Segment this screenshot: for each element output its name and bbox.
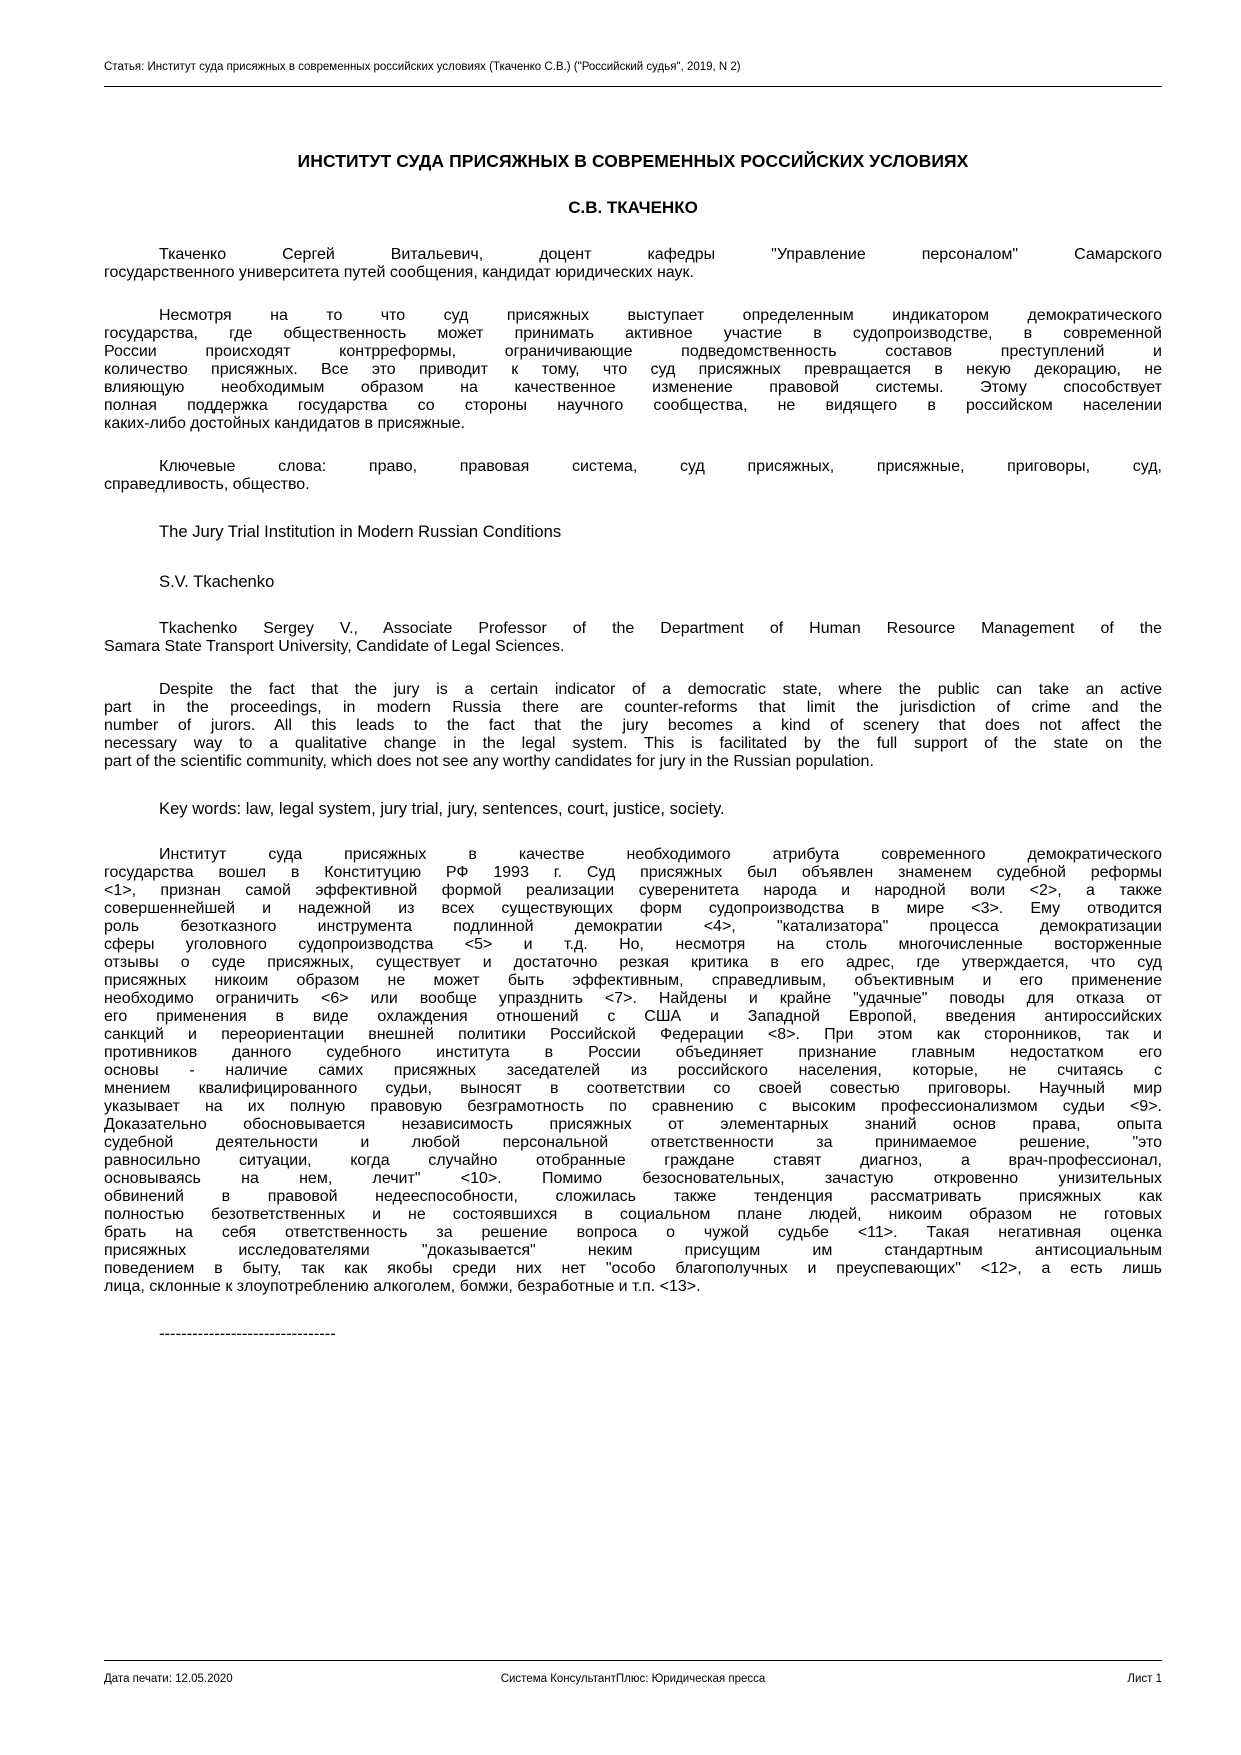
abstract-ru-line: каких-либо достойных кандидатов в присяжные. [104, 415, 466, 432]
body-ru-line: Доказательно обосновывается независимость присяжных от элементарных знаний основ права, опыта [104, 1115, 1162, 1133]
spacer [104, 172, 1162, 197]
abstract-en-line: part in the proceedings, in modern Russia there are counter-reforms that limit the jurisdiction of crime and the [104, 698, 1162, 716]
affiliation-ru-line: Ткаченко Сергей Витальевич, доцент кафедры "Управление персоналом" Самарского [159, 246, 1162, 263]
body-ru-line: поведением в быту, так как якобы среди них нет "особо благополучных и преуспевающих" <12>, а есть лишь [104, 1259, 1162, 1277]
body-ru-line: брать на себя ответственность за решение вопроса о чужой судьбе <11>. Такая негативная оценка [104, 1223, 1162, 1241]
affiliation-en [104, 620, 1162, 656]
footer-page-number: Лист 1 [1127, 1673, 1162, 1685]
abstract-ru-line: количество присяжных. Все это приводит к тому, что суд присяжных превращается в некую декорацию, не [104, 361, 1162, 378]
spacer [104, 494, 1162, 519]
keywords-ru-line: Ключевые слова: право, правовая система, суд присяжных, присяжные, приговоры, суд, [159, 458, 1162, 475]
body-ru-line: противников данного судебного института в России объединяет признание главным недостатком его [104, 1043, 1162, 1061]
body-ru-line: необходимо ограничить <6> или вообще упразднить <7>. Найдены и крайне "удачные" поводы для отказа от [104, 989, 1162, 1007]
abstract-en-line: part of the scientific community, which does not see any worthy candidates for jury in the Russian population. [104, 752, 874, 770]
abstract-ru-line: полная поддержка государства со стороны научного сообщества, не видящего в российском населении [104, 397, 1162, 414]
affiliation-ru [104, 246, 1162, 282]
keywords-ru [104, 458, 1162, 494]
body-ru-line: присяжных никоим образом не может быть эффективным, справедливым, объективным и его применение [104, 971, 1162, 989]
author-en-block [104, 569, 1162, 594]
page-footer [104, 1672, 1162, 1687]
abstract-ru-line: Несмотря на то что суд присяжных выступает определенным индикатором демократического [159, 307, 1162, 324]
body-ru-line: государства вошел в Конституцию РФ 1993 г. Суд присяжных был объявлен знаменем судебной реформы [104, 863, 1162, 881]
keywords-en-line: Key words: law, legal system, jury trial, jury, sentences, court, justice, society. [159, 798, 725, 818]
body-ru-line: равносильно ситуации, когда случайно отобранные граждане ставят диагноз, а врач-профессионал, [104, 1151, 1162, 1169]
spacer [104, 282, 1162, 307]
spacer [104, 1296, 1162, 1321]
running-header [104, 60, 1162, 74]
keywords-ru-line: справедливость, общество. [104, 476, 310, 493]
body-ru-line: мнением квалифицированного судьи, выносят в соответствии со своей совестью приговоры. Научный мир [104, 1079, 1162, 1097]
abstract-ru-line: России происходят контрреформы, ограничивающие подведомственность составов преступлений и [104, 343, 1162, 360]
affiliation-en-line: Tkachenko Sergey V., Associate Professor of the Department of Human Resource Management of the [159, 619, 1162, 637]
abstract-en-line: Despite the fact that the jury is a certain indicator of a democratic state, where the public can take an active [159, 680, 1162, 698]
spacer [104, 656, 1162, 681]
body-ru-line: полностью безответственных и не состоявшихся в социальном плане людей, никоим образом не готовых [104, 1205, 1162, 1223]
body-ru-line: роль безотказного инструмента подлинной демократии <4>, "катализатора" процесса демократизации [104, 917, 1162, 935]
abstract-ru-line: государства, где общественность может принимать активное участие в судопроизводстве, в современной [104, 325, 1162, 342]
abstract-en [104, 681, 1162, 771]
abstract-en-line: necessary way to a qualitative change in the legal system. This is facilitated by the full support of the state on the [104, 734, 1162, 752]
spacer [104, 821, 1162, 846]
keywords-en [104, 796, 1162, 821]
body-ru-line: лица, склонные к злоупотреблению алкоголем, бомжи, безработные и т.п. <13>. [104, 1277, 701, 1295]
body-ru-line: его применения в виде охлаждения отношений с США и Западной Европой, введения антироссийских [104, 1007, 1162, 1025]
running-header-text: Статья: Институт суда присяжных в современных российских условиях (Ткаченко С.В.) ("Российский судья", 2019, N 2) [104, 61, 741, 73]
body-ru-line: <1>, признан самой эффективной формой реализации суверенитета народа и народной воли <2>, а также [104, 881, 1162, 899]
abstract-ru-line: влияющую необходимым образом на качественное изменение правовой системы. Этому способствует [104, 379, 1162, 396]
spacer [104, 219, 1162, 246]
title-en-block [104, 519, 1162, 544]
spacer [104, 544, 1162, 569]
body-ru-line: отзывы о суде присяжных, существует и достаточно резкая критика в его адрес, где утверждается, что суд [104, 953, 1162, 971]
body-ru [104, 846, 1162, 1296]
body-ru-line: основываясь на нем, лечит" <10>. Помимо безосновательных, зачастую откровенно унизительных [104, 1169, 1162, 1187]
spacer [104, 771, 1162, 796]
body-ru-line: санкций и переориентации внешней политики Российской Федерации <8>. При этом как сторонников, так и [104, 1025, 1162, 1043]
affiliation-ru-line: государственного университета путей сообщения, кандидат юридических наук. [104, 264, 694, 281]
spacer [104, 433, 1162, 458]
author-name: С.В. ТКАЧЕНКО [568, 198, 698, 217]
abstract-ru [104, 307, 1162, 433]
body-ru-line: указывает на их полную правовую безграмотность по сравнению с высоким профессионализмом судьи <9>. [104, 1097, 1162, 1115]
body-ru-line: совершеннейшей и надежной из всех существующих форм судопроизводства в мире <3>. Ему отводится [104, 899, 1162, 917]
title-en: The Jury Trial Institution in Modern Russian Conditions [159, 522, 562, 541]
body-ru-line: сферы уголовного судопроизводства <5> и т.д. Но, несмотря на столь многочисленные восторженные [104, 935, 1162, 953]
body-ru-line: обвинений в правовой недееспособности, сложилась также тенденция рассматривать присяжных как [104, 1187, 1162, 1205]
footer-print-date: Дата печати: 12.05.2020 [104, 1673, 233, 1685]
page-title: ИНСТИТУТ СУДА ПРИСЯЖНЫХ В СОВРЕМЕННЫХ РОССИЙСКИХ УСЛОВИЯХ [297, 151, 969, 171]
document-body [104, 150, 1162, 1346]
abstract-en-line: number of jurors. All this leads to the fact that the jury becomes a kind of scenery that does not affect the [104, 716, 1162, 734]
footnote-separator: -------------------------------- [159, 1323, 336, 1343]
author-en: S.V. Tkachenko [159, 572, 275, 592]
body-ru-line: присяжных исследователями "доказывается" неким присущим им стандартным антисоциальным [104, 1241, 1162, 1259]
affiliation-en-line: Samara State Transport University, Candidate of Legal Sciences. [104, 637, 565, 655]
footer-system-name: Система КонсультантПлюс: Юридическая пресса [500, 1673, 766, 1685]
footer-divider [104, 1660, 1162, 1661]
body-ru-line: основы - наличие самих присяжных заседателей из российского населения, которые, не считаясь с [104, 1061, 1162, 1079]
header-divider [104, 86, 1162, 87]
spacer [104, 595, 1162, 620]
body-ru-line: судебной деятельности и любой персональной ответственности за принимаемое решение, "это [104, 1133, 1162, 1151]
body-ru-line: Институт суда присяжных в качестве необходимого атрибута современного демократического [159, 845, 1162, 863]
